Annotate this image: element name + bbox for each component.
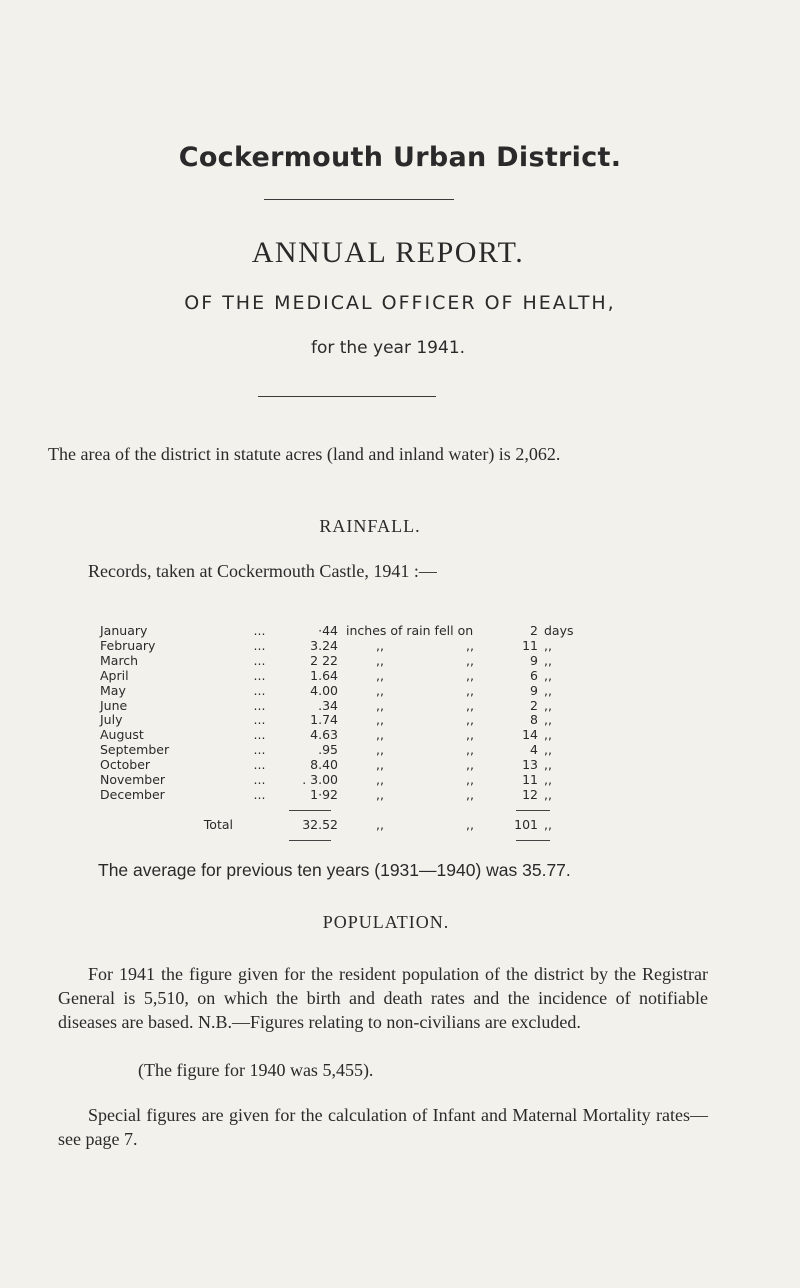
ditto-mark: ,, bbox=[376, 817, 384, 832]
dots-cell: ... bbox=[253, 757, 266, 773]
rainfall-row bbox=[100, 639, 584, 654]
ditto-mark: ,, bbox=[376, 757, 384, 773]
inches-cell: .95 bbox=[318, 742, 338, 758]
unit-text: inches of rain fell on bbox=[346, 623, 474, 638]
ditto-mark: ,, bbox=[544, 817, 552, 832]
ditto-mark: ,, bbox=[466, 772, 474, 788]
dots-cell: ... bbox=[253, 786, 266, 802]
rainfall-row bbox=[100, 743, 584, 758]
district-title: Cockermouth Urban District. bbox=[178, 142, 622, 173]
sum-rule bbox=[516, 810, 550, 811]
dots-cell: ... bbox=[253, 667, 266, 683]
ditto-mark: ,, bbox=[544, 652, 552, 668]
ditto-mark: ,, bbox=[376, 786, 384, 802]
population-heading: POPULATION. bbox=[322, 912, 450, 932]
ditto-mark: ,, bbox=[544, 697, 552, 713]
dots-cell: ... bbox=[253, 637, 266, 653]
inches-cell: 4.63 bbox=[310, 727, 338, 743]
rainfall-intro: Records, taken at Cockermouth Castle, 1941 :— bbox=[88, 561, 437, 581]
ditto-mark: ,, bbox=[466, 712, 474, 728]
ditto-mark: ,, bbox=[544, 682, 552, 698]
rainfall-row bbox=[100, 669, 584, 684]
rainfall-heading: RAINFALL. bbox=[319, 516, 421, 536]
ditto-mark: ,, bbox=[466, 817, 474, 832]
month-cell: June bbox=[100, 697, 128, 713]
report-subtitle: OF THE MEDICAL OFFICER OF HEALTH, bbox=[184, 292, 616, 314]
dots-cell: ... bbox=[253, 712, 266, 728]
ditto-mark: ,, bbox=[544, 786, 552, 802]
inches-cell: 2 22 bbox=[310, 652, 338, 668]
days-cell: 8 bbox=[530, 712, 538, 728]
ditto-mark: ,, bbox=[376, 682, 384, 698]
ditto-mark: ,, bbox=[544, 742, 552, 758]
area-paragraph: The area of the district in statute acres (land and inland water) is 2,062. bbox=[48, 444, 561, 464]
days-cell: 2 bbox=[530, 697, 538, 713]
total-days: 101 bbox=[514, 817, 538, 832]
report-year: for the year 1941. bbox=[310, 338, 466, 358]
inches-cell: 3.24 bbox=[310, 637, 338, 653]
dots-cell: ... bbox=[253, 772, 266, 788]
ditto-mark: ,, bbox=[544, 757, 552, 773]
inches-cell: 8.40 bbox=[310, 757, 338, 773]
days-cell: 12 bbox=[522, 786, 538, 802]
dots-cell: ... bbox=[253, 652, 266, 668]
rainfall-row bbox=[100, 654, 584, 669]
inches-cell: . 3.00 bbox=[302, 772, 338, 788]
rainfall-row bbox=[100, 699, 584, 714]
days-cell: 9 bbox=[530, 652, 538, 668]
population-note: (The figure for 1940 was 5,455). bbox=[138, 1060, 374, 1080]
ditto-mark: ,, bbox=[544, 712, 552, 728]
month-cell: February bbox=[100, 637, 156, 653]
ditto-mark: ,, bbox=[466, 637, 474, 653]
ditto-mark: ,, bbox=[544, 667, 552, 683]
ditto-mark: ,, bbox=[376, 727, 384, 743]
ditto-mark: ,, bbox=[376, 772, 384, 788]
rainfall-row bbox=[100, 713, 584, 728]
inches-cell: 1.74 bbox=[310, 712, 338, 728]
month-cell: October bbox=[100, 757, 151, 773]
dots-cell: ... bbox=[253, 623, 266, 638]
sum-rule bbox=[516, 840, 550, 841]
average-text: The average for previous ten years (1931—1940) was 35.77. bbox=[98, 860, 571, 880]
ditto-mark: ,, bbox=[466, 757, 474, 773]
days-cell: 13 bbox=[522, 757, 538, 773]
days-unit: days bbox=[544, 623, 574, 638]
divider bbox=[258, 396, 436, 397]
ditto-mark: ,, bbox=[544, 772, 552, 788]
month-cell: January bbox=[100, 623, 148, 638]
month-cell: April bbox=[100, 667, 129, 683]
rainfall-row bbox=[100, 788, 584, 803]
ditto-mark: ,, bbox=[376, 652, 384, 668]
days-cell: 9 bbox=[530, 682, 538, 698]
dots-cell: ... bbox=[253, 682, 266, 698]
ditto-mark: ,, bbox=[376, 637, 384, 653]
days-cell: 4 bbox=[530, 742, 538, 758]
ditto-mark: ,, bbox=[466, 682, 474, 698]
days-cell: 2 bbox=[530, 623, 538, 638]
ditto-mark: ,, bbox=[376, 667, 384, 683]
ditto-mark: ,, bbox=[466, 727, 474, 743]
dots-cell: ... bbox=[253, 727, 266, 743]
inches-cell: ·44 bbox=[318, 623, 338, 638]
ditto-mark: ,, bbox=[544, 727, 552, 743]
rainfall-row bbox=[100, 624, 584, 639]
inches-cell: 1·92 bbox=[310, 786, 338, 802]
total-label: Total bbox=[203, 817, 233, 832]
rainfall-row bbox=[100, 684, 584, 699]
month-cell: September bbox=[100, 742, 170, 758]
dots-cell: ... bbox=[253, 697, 266, 713]
inches-cell: .34 bbox=[318, 697, 338, 713]
month-cell: May bbox=[100, 682, 126, 698]
sum-rule bbox=[289, 810, 331, 811]
days-cell: 14 bbox=[522, 727, 538, 743]
month-cell: March bbox=[100, 652, 139, 668]
month-cell: July bbox=[100, 712, 123, 728]
rainfall-row bbox=[100, 773, 584, 788]
ditto-mark: ,, bbox=[376, 712, 384, 728]
inches-cell: 4.00 bbox=[310, 682, 338, 698]
divider bbox=[264, 199, 454, 200]
days-cell: 6 bbox=[530, 667, 538, 683]
month-cell: December bbox=[100, 786, 165, 802]
ditto-mark: ,, bbox=[466, 667, 474, 683]
rainfall-table bbox=[100, 624, 584, 803]
ditto-mark: ,, bbox=[466, 742, 474, 758]
report-title: ANNUAL REPORT. bbox=[251, 236, 525, 269]
ditto-mark: ,, bbox=[466, 697, 474, 713]
month-cell: November bbox=[100, 772, 166, 788]
ditto-mark: ,, bbox=[466, 786, 474, 802]
total-inches: 32.52 bbox=[302, 817, 338, 832]
ditto-mark: ,, bbox=[544, 637, 552, 653]
days-cell: 11 bbox=[522, 772, 538, 788]
rainfall-total-row bbox=[100, 818, 584, 833]
ditto-mark: ,, bbox=[376, 697, 384, 713]
days-cell: 11 bbox=[522, 637, 538, 653]
sum-rule bbox=[289, 840, 331, 841]
rainfall-row bbox=[100, 758, 584, 773]
special-figures-paragraph: Special figures are given for the calculation of Infant and Maternal Mortality rates—see page 7. bbox=[58, 1105, 708, 1149]
population-paragraph: For 1941 the figure given for the resident population of the district by the Registrar General is 5,510, on which the birth and death rates and the incidence of notifiable diseases are based. N.B.—Figures relating to non-civilians are excluded. bbox=[58, 964, 708, 1032]
inches-cell: 1.64 bbox=[310, 667, 338, 683]
ditto-mark: ,, bbox=[376, 742, 384, 758]
dots-cell: ... bbox=[253, 742, 266, 758]
month-cell: August bbox=[100, 727, 144, 743]
rainfall-row bbox=[100, 728, 584, 743]
ditto-mark: ,, bbox=[466, 652, 474, 668]
